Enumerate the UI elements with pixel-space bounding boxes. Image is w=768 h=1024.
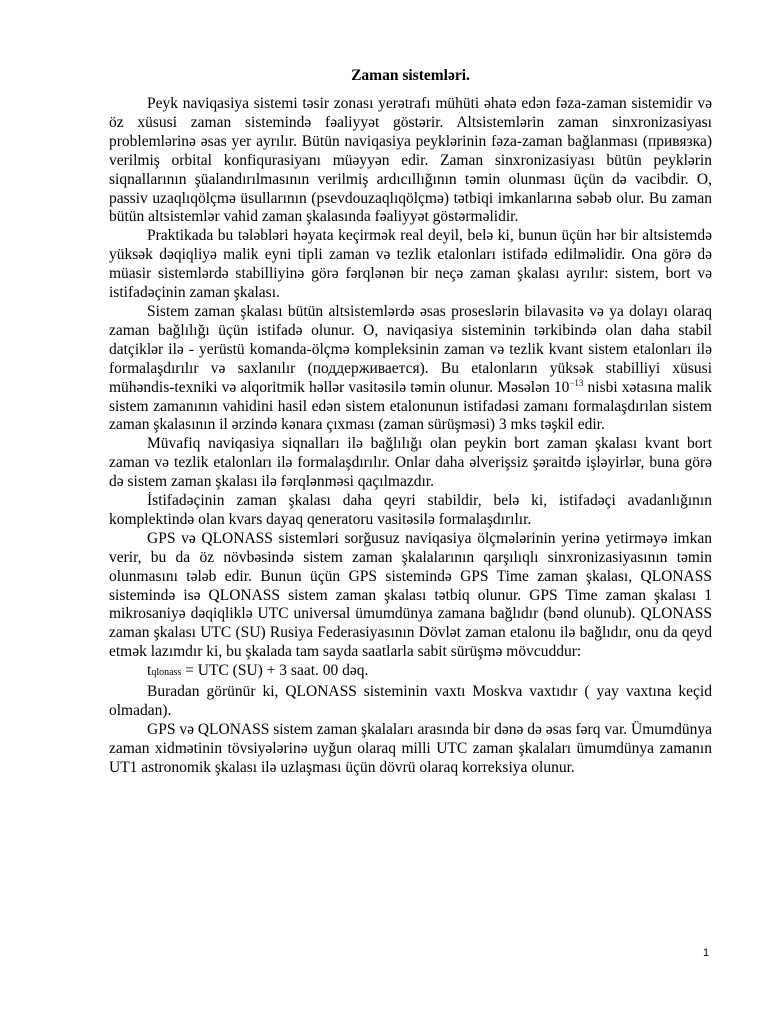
paragraph-3-part-2: nisbi xətasına malik sistem zamanının vahidini hasil edən sistem etalonunun istifadəsi zamanı formalaşdırılan sistem zaman şkalasının il ərzində kənara çıxması (zaman sürüşməsi) 3 mks təşkil edir. [109, 378, 712, 434]
exponent: −13 [569, 377, 584, 388]
paragraph-3-part-1: Sistem zaman şkalası bütün altsistemlərdə əsas proseslərin bilavasitə və ya dolayı olaraq zaman bağlılığı üçün istifadə olunur. O, naviqasiya sisteminin tərkibində olan daha stabil datçiklər ilə - yerüstü komanda-ölçmə kompleksinin zaman və tezlik kvant sistem etalonları ilə formalaşdırılır və saxlanılır (поддерживается). Bu etalonların yüksək stabilliyi xüsusi mühəndis-texniki və alqoritmik həllər vasitəsilə təmin olunur. Məsələn 10 [109, 302, 712, 396]
page-number: 1 [703, 947, 710, 959]
formula-subscript: qlonass [151, 667, 182, 679]
formula-symbol: t [147, 662, 152, 680]
paragraph-4: Müvafiq naviqasiya siqnalları ilə bağlılığı olan peykin bort zaman şkalası kvant bort zaman və tezlik etalonları ilə formalaşdırılır. Onlar daha əlverişsiz şəraitdə işləyirlər, buna görə də sistem zaman şkalası ilə fərqlənməsi qaçılmazdır. [109, 435, 712, 491]
document-title: Zaman sistemləri. [351, 67, 470, 84]
formula-expression: = UTC (SU) + 3 saat. 00 dəq. [181, 662, 369, 680]
paragraph-3 [109, 303, 712, 435]
paragraph-6: GPS və QLONASS sistemləri sorğusuz naviqasiya ölçmələrinin yerinə yetirməyə imkan verir, bu da öz növbəsində sistem zaman şkalalarının qarşılıqlı sinxronizasiyasının təmin olunmasını tələb edir. Bunun üçün GPS sistemində GPS Time zaman şkalası, QLONASS sistemində isə QLONASS sistem zaman şkalası tətbiq olunur. GPS Time zaman şkalası 1 mikrosaniyə dəqiqliklə UTC universal ümumdünya zamana bağlıdır (bənd olunub). QLONASS zaman şkalası UTC (SU) Rusiya Federasiyasının Dövlət zaman etalonu ilə bağlıdır, onu da qeyd etmək lazımdır ki, bu şkalada tam sayda saatlarla sabit sürüşmə mövcuddur: [109, 529, 712, 661]
paragraph-5: İstifadəçinin zaman şkalası daha qeyri stabildir, belə ki, istifadəçi avadanlığının komplektində olan kvars dayaq qeneratoru vasitəsilə formalaşdırılır. [109, 492, 712, 528]
document-page [109, 65, 712, 778]
paragraph-1: Peyk naviqasiya sistemi təsir zonası yerətrafı mühüti əhatə edən fəza-zaman sistemidir və öz xüsusi zaman sistemində fəaliyyət göstərir. Altsistemlərin zaman sinxronizasiyası problemlərinə əsas yer ayrılır. Bütün naviqasiya peyklərinin fəza-zaman bağlanması (привязка) verilmiş orbital konfiqurasiyanı müəyyən edir. Zaman sinxronizasiyası bütün peyklərin siqnallarının şüalandırılmasının verilmiş ardıcıllığının təmin olunması üçün də vacibdir. O, passiv uzaqlıqölçmə üsullarının (psevdouzaqlıqölçmə) tətbiqi imkanlarına səbəb olur. Bu zaman bütün altsistemlər vahid zaman şkalasında fəaliyyət göstərməlidir. [109, 95, 712, 226]
formula [109, 662, 712, 683]
paragraph-2: Praktikada bu tələbləri həyata keçirmək real deyil, belə ki, bunun üçün hər bir altsistemdə yüksək dəqiqliyə malik eyni tipli zaman və tezlik etalonları istifadə edilməlidir. Ona görə də müasir sistemlərdə stabilliyinə görə fərqlənən bir neçə zaman şkalası ayrılır: sistem, bort və istifadəçinin zaman şkalası. [109, 227, 712, 302]
paragraph-8: GPS və QLONASS sistem zaman şkalaları arasında bir dənə də əsas fərq var. Ümumdünya zaman xidmətinin tövsiyələrinə uyğun olaraq milli UTC zaman şkalaları ümumdünya zamanın UT1 astronomik şkalası ilə uzlaşması üçün dövrü olaraq korreksiya olunur. [109, 720, 712, 776]
paragraph-7: Buradan görünür ki, QLONASS sisteminin vaxtı Moskva vaxtıdır ( yay vaxtına keçid olmadan). [109, 683, 712, 719]
